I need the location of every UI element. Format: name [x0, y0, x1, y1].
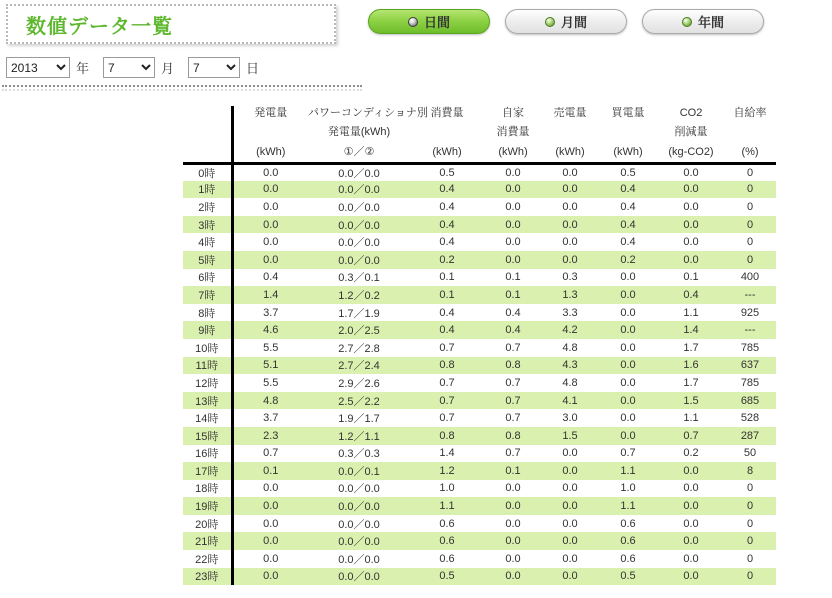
cell-co2-reduction: 0.7	[683, 429, 699, 442]
cell-self-consumption: 0.7	[505, 412, 521, 425]
section-divider	[2, 85, 362, 91]
cell-sold: 0.0	[562, 166, 578, 179]
cell-consumption: 0.7	[439, 376, 455, 389]
cell-sold: 4.2	[562, 324, 578, 337]
column-header-self-consumption	[484, 106, 542, 163]
table-row	[183, 198, 776, 216]
cell-generation: 0.4	[263, 271, 279, 284]
cell-bought: 0.6	[620, 517, 636, 530]
hour-label: 20時	[183, 515, 232, 533]
cell-sold: 0.0	[562, 253, 578, 266]
cell-consumption: 0.5	[439, 166, 455, 179]
table-row	[183, 462, 776, 480]
cell-bought: 0.0	[620, 306, 636, 319]
cell-co2-reduction: 0.0	[683, 218, 699, 231]
cell-sold: 0.0	[562, 183, 578, 196]
cell-co2-reduction: 0.1	[683, 271, 699, 284]
cell-sold: 4.1	[562, 394, 578, 407]
cell-sold: 0.0	[562, 218, 578, 231]
cell-self-consumption: 0.7	[505, 341, 521, 354]
cell-consumption: 0.8	[439, 429, 455, 442]
cell-pcs-generation: 0.0／0.0	[338, 184, 380, 197]
cell-pcs-generation: 0.0／0.0	[338, 536, 380, 549]
cell-bought: 0.2	[620, 253, 636, 266]
cell-bought: 0.7	[620, 447, 636, 460]
cell-pcs-generation: 0.3／0.3	[338, 448, 380, 461]
cell-generation: 0.7	[263, 447, 279, 460]
cell-co2-reduction: 1.1	[683, 412, 699, 425]
cell-pcs-generation: 0.0／0.0	[338, 219, 380, 232]
column-header-text: ①／②	[343, 145, 375, 158]
column-header-text: (kWh)	[555, 145, 585, 158]
cell-co2-reduction: 0.2	[683, 447, 699, 460]
cell-co2-reduction: 0.0	[683, 517, 699, 530]
cell-pcs-generation: 1.9／1.7	[338, 413, 380, 426]
cell-generation: 0.0	[263, 482, 279, 495]
table-row	[183, 568, 776, 586]
cell-consumption: 0.7	[439, 394, 455, 407]
cell-consumption: 0.4	[439, 218, 455, 231]
cell-bought: 0.0	[620, 429, 636, 442]
cell-sold: 3.0	[562, 412, 578, 425]
cell-generation: 0.0	[263, 500, 279, 513]
cell-pcs-generation: 0.0／0.0	[338, 201, 380, 214]
cell-bought: 0.5	[620, 166, 636, 179]
cell-generation: 3.7	[263, 306, 279, 319]
cell-sold: 0.0	[562, 500, 578, 513]
hour-label: 5時	[183, 251, 232, 269]
page-title: 数値データ一覧	[26, 15, 173, 38]
cell-pcs-generation: 0.0／0.0	[338, 553, 380, 566]
cell-consumption: 0.4	[439, 236, 455, 249]
cell-consumption: 0.7	[439, 412, 455, 425]
column-header-text: 発電量(kWh)	[327, 126, 391, 139]
cell-generation: 0.0	[263, 166, 279, 179]
cell-bought: 1.1	[620, 500, 636, 513]
cell-self-sufficiency: 287	[740, 429, 760, 442]
cell-co2-reduction: 0.0	[683, 464, 699, 477]
column-header-text: 消費量	[496, 126, 530, 139]
cell-bought: 0.0	[620, 412, 636, 425]
cell-co2-reduction: 0.0	[683, 482, 699, 495]
hour-label: 22時	[183, 550, 232, 568]
tab-yearly[interactable]	[642, 9, 764, 34]
cell-generation: 0.0	[263, 535, 279, 548]
cell-generation: 0.0	[263, 218, 279, 231]
cell-co2-reduction: 0.0	[683, 253, 699, 266]
cell-self-consumption: 0.7	[505, 394, 521, 407]
cell-bought: 0.0	[620, 271, 636, 284]
cell-consumption: 1.2	[439, 464, 455, 477]
table-row	[183, 251, 776, 269]
table-row	[183, 480, 776, 498]
cell-self-sufficiency: 637	[740, 359, 760, 372]
column-header-co2-reduction	[658, 106, 724, 163]
hour-label: 21時	[183, 532, 232, 550]
hour-column-header	[183, 106, 232, 163]
cell-sold: 0.0	[562, 464, 578, 477]
cell-co2-reduction: 1.7	[683, 376, 699, 389]
cell-bought: 0.4	[620, 200, 636, 213]
cell-self-consumption: 0.1	[505, 288, 521, 301]
cell-bought: 1.1	[620, 464, 636, 477]
column-header-text: (kg-CO2)	[668, 145, 714, 158]
column-header-text: 発電量	[254, 107, 288, 119]
day-unit-label: 日	[246, 61, 260, 76]
column-header-text: (%)	[741, 145, 759, 158]
cell-sold: 0.0	[562, 447, 578, 460]
cell-self-sufficiency: 0	[746, 517, 754, 530]
cell-co2-reduction: 0.4	[683, 288, 699, 301]
cell-consumption: 1.0	[439, 482, 455, 495]
tab-monthly[interactable]	[505, 9, 627, 34]
cell-consumption: 0.6	[439, 552, 455, 565]
cell-co2-reduction: 1.4	[683, 324, 699, 337]
hour-label: 2時	[183, 198, 232, 216]
cell-bought: 0.0	[620, 324, 636, 337]
cell-consumption: 0.1	[439, 271, 455, 284]
cell-self-sufficiency: 0	[746, 218, 754, 231]
cell-pcs-generation: 1.7／1.9	[338, 307, 380, 320]
cell-generation: 5.5	[263, 341, 279, 354]
cell-sold: 0.0	[562, 236, 578, 249]
cell-pcs-generation: 2.0／2.5	[338, 325, 380, 338]
cell-self-sufficiency: 0	[746, 500, 754, 513]
cell-sold: 0.0	[562, 482, 578, 495]
table-row	[183, 269, 776, 287]
table-row	[183, 233, 776, 251]
hour-label: 16時	[183, 445, 232, 463]
cell-co2-reduction: 0.0	[683, 183, 699, 196]
cell-self-sufficiency: 685	[740, 394, 760, 407]
cell-self-consumption: 0.0	[505, 482, 521, 495]
cell-generation: 0.0	[263, 183, 279, 196]
cell-sold: 0.0	[562, 552, 578, 565]
column-header-consumption	[410, 106, 484, 163]
cell-pcs-generation: 0.3／0.1	[338, 272, 380, 285]
cell-consumption: 1.4	[439, 447, 455, 460]
hour-label: 0時	[183, 163, 232, 181]
radio-bullet-icon	[408, 17, 418, 27]
hour-label: 6時	[183, 269, 232, 287]
day-select[interactable]	[188, 57, 240, 78]
cell-bought: 0.6	[620, 535, 636, 548]
cell-self-consumption: 0.0	[505, 200, 521, 213]
table-row	[183, 357, 776, 375]
radio-bullet-icon	[682, 17, 692, 27]
cell-pcs-generation: 0.0／0.0	[338, 518, 380, 531]
cell-co2-reduction: 0.0	[683, 200, 699, 213]
column-header-bought	[598, 106, 658, 163]
cell-pcs-generation: 0.0／0.0	[338, 501, 380, 514]
cell-self-sufficiency: 0	[746, 552, 754, 565]
cell-co2-reduction: 1.6	[683, 359, 699, 372]
cell-sold: 3.3	[562, 306, 578, 319]
cell-bought: 1.0	[620, 482, 636, 495]
cell-sold: 4.8	[562, 341, 578, 354]
cell-consumption: 0.8	[439, 359, 455, 372]
table-row	[183, 532, 776, 550]
cell-self-sufficiency: ---	[744, 324, 756, 337]
column-header-text: 消費量	[430, 107, 464, 119]
cell-self-sufficiency: 0	[746, 570, 754, 583]
hour-label: 13時	[183, 392, 232, 410]
cell-self-consumption: 0.0	[505, 183, 521, 196]
cell-sold: 1.3	[562, 288, 578, 301]
cell-generation: 0.0	[263, 517, 279, 530]
cell-self-consumption: 0.7	[505, 376, 521, 389]
cell-sold: 0.0	[562, 517, 578, 530]
cell-pcs-generation: 2.7／2.8	[338, 342, 380, 355]
column-header-pcs-generation	[308, 106, 428, 163]
cell-co2-reduction: 1.5	[683, 394, 699, 407]
column-header-text	[542, 126, 598, 139]
column-header-text: 買電量	[611, 107, 645, 119]
cell-sold: 1.5	[562, 429, 578, 442]
page-title-box	[6, 4, 336, 44]
cell-generation: 5.1	[263, 359, 279, 372]
cell-bought: 0.0	[620, 359, 636, 372]
cell-generation: 4.8	[263, 394, 279, 407]
cell-self-consumption: 0.0	[505, 236, 521, 249]
cell-pcs-generation: 1.2／1.1	[338, 430, 380, 443]
cell-self-sufficiency: 0	[746, 482, 754, 495]
table-row	[183, 427, 776, 445]
cell-self-sufficiency: 0	[746, 236, 754, 249]
cell-co2-reduction: 0.0	[683, 500, 699, 513]
cell-self-consumption: 0.0	[505, 500, 521, 513]
month-unit-label: 月	[161, 61, 175, 76]
cell-sold: 4.8	[562, 376, 578, 389]
cell-self-sufficiency: 0	[746, 200, 754, 213]
cell-self-sufficiency: 785	[740, 341, 760, 354]
hour-label: 3時	[183, 216, 232, 234]
cell-self-consumption: 0.7	[505, 447, 521, 460]
cell-generation: 5.5	[263, 376, 279, 389]
column-header-sold	[542, 106, 598, 163]
cell-bought: 0.6	[620, 552, 636, 565]
cell-consumption: 0.5	[439, 570, 455, 583]
cell-co2-reduction: 0.0	[683, 570, 699, 583]
cell-self-consumption: 0.4	[505, 306, 521, 319]
cell-consumption: 1.1	[439, 500, 455, 513]
cell-co2-reduction: 1.1	[683, 306, 699, 319]
period-tabs	[368, 9, 764, 34]
cell-self-consumption: 0.1	[505, 271, 521, 284]
cell-sold: 0.0	[562, 535, 578, 548]
cell-pcs-generation: 0.0／0.0	[338, 167, 380, 180]
hour-label: 8時	[183, 304, 232, 322]
table-row	[183, 286, 776, 304]
column-header-text: (kWh)	[613, 145, 643, 158]
radio-bullet-icon	[545, 17, 555, 27]
cell-pcs-generation: 0.0／0.1	[338, 465, 380, 478]
hour-label: 1時	[183, 181, 232, 199]
cell-pcs-generation: 0.0／0.0	[338, 483, 380, 496]
cell-consumption: 0.4	[439, 324, 455, 337]
cell-self-consumption: 0.0	[505, 552, 521, 565]
cell-bought: 0.4	[620, 218, 636, 231]
cell-self-sufficiency: 0	[746, 183, 754, 196]
cell-generation: 0.0	[263, 570, 279, 583]
column-header-text: (kWh)	[498, 145, 528, 158]
cell-generation: 0.1	[263, 464, 279, 477]
cell-bought: 0.0	[620, 394, 636, 407]
hour-label: 14時	[183, 409, 232, 427]
column-header-text	[598, 126, 658, 139]
table-row	[183, 163, 776, 181]
table-row	[183, 392, 776, 410]
cell-generation: 3.7	[263, 412, 279, 425]
cell-bought: 0.5	[620, 570, 636, 583]
cell-pcs-generation: 0.0／0.0	[338, 254, 380, 267]
column-header-text: 売電量	[553, 107, 587, 119]
cell-self-sufficiency: 8	[746, 464, 754, 477]
cell-consumption: 0.6	[439, 517, 455, 530]
cell-sold: 4.3	[562, 359, 578, 372]
cell-generation: 2.3	[263, 429, 279, 442]
cell-self-consumption: 0.4	[505, 324, 521, 337]
column-header-text	[234, 126, 309, 139]
cell-bought: 0.0	[620, 341, 636, 354]
cell-pcs-generation: 2.9／2.6	[338, 377, 380, 390]
cell-generation: 0.0	[263, 200, 279, 213]
hour-label: 7時	[183, 286, 232, 304]
cell-consumption: 0.4	[439, 200, 455, 213]
cell-self-sufficiency: 50	[743, 447, 757, 460]
column-header-text: パワーコンディショナ別	[308, 107, 428, 119]
cell-self-consumption: 0.0	[505, 517, 521, 530]
column-header-self-sufficiency	[724, 106, 776, 163]
cell-consumption: 0.2	[439, 253, 455, 266]
cell-generation: 4.6	[263, 324, 279, 337]
table-row	[183, 445, 776, 463]
hour-label: 12時	[183, 374, 232, 392]
cell-sold: 0.0	[562, 570, 578, 583]
column-header-text: (kWh)	[432, 145, 462, 158]
cell-sold: 0.0	[562, 200, 578, 213]
cell-consumption: 0.4	[439, 183, 455, 196]
hour-label: 17時	[183, 462, 232, 480]
cell-pcs-generation: 0.0／0.0	[338, 571, 380, 584]
cell-consumption: 0.4	[439, 306, 455, 319]
cell-bought: 0.4	[620, 236, 636, 249]
cell-self-sufficiency: 400	[740, 271, 760, 284]
cell-self-consumption: 0.0	[505, 166, 521, 179]
table-row	[183, 339, 776, 357]
column-header-text: 削減量	[674, 126, 708, 139]
cell-co2-reduction: 0.0	[683, 236, 699, 249]
column-header-text	[724, 126, 776, 139]
cell-consumption: 0.6	[439, 535, 455, 548]
column-header-text: 自給率	[733, 107, 767, 119]
cell-self-sufficiency: 0	[746, 253, 754, 266]
cell-self-sufficiency: 785	[740, 376, 760, 389]
cell-generation: 0.0	[263, 552, 279, 565]
table-row	[183, 409, 776, 427]
hourly-data-table	[183, 106, 776, 585]
cell-self-sufficiency: 0	[746, 166, 754, 179]
year-unit-label: 年	[76, 61, 90, 76]
cell-self-sufficiency: 0	[746, 535, 754, 548]
table-row	[183, 550, 776, 568]
cell-self-consumption: 0.8	[505, 359, 521, 372]
table-row	[183, 181, 776, 199]
hour-label: 9時	[183, 321, 232, 339]
cell-generation: 0.0	[263, 253, 279, 266]
tab-yearly-label: 年間	[697, 15, 724, 30]
hour-label: 4時	[183, 233, 232, 251]
tab-daily-label: 日間	[423, 15, 450, 30]
table-row	[183, 321, 776, 339]
cell-bought: 0.0	[620, 288, 636, 301]
year-select[interactable]	[6, 57, 70, 78]
cell-pcs-generation: 2.7／2.4	[338, 360, 380, 373]
column-header-text	[410, 126, 484, 139]
table-header-row	[183, 106, 776, 163]
cell-self-sufficiency: ---	[744, 288, 756, 301]
cell-co2-reduction: 1.7	[683, 341, 699, 354]
cell-self-sufficiency: 925	[740, 306, 760, 319]
hour-label: 18時	[183, 480, 232, 498]
tab-monthly-label: 月間	[560, 15, 587, 30]
hour-label: 15時	[183, 427, 232, 445]
hour-label: 10時	[183, 339, 232, 357]
cell-pcs-generation: 2.5／2.2	[338, 395, 380, 408]
table-row	[183, 497, 776, 515]
cell-generation: 0.0	[263, 236, 279, 249]
tab-daily[interactable]	[368, 9, 490, 34]
cell-self-consumption: 0.8	[505, 429, 521, 442]
cell-self-consumption: 0.0	[505, 253, 521, 266]
cell-co2-reduction: 0.0	[683, 552, 699, 565]
month-select[interactable]	[103, 57, 155, 78]
cell-pcs-generation: 0.0／0.0	[338, 237, 380, 250]
column-header-text: CO2	[679, 107, 703, 119]
column-header-text: 自家	[502, 107, 524, 119]
date-selector	[6, 57, 267, 78]
cell-self-sufficiency: 528	[740, 412, 760, 425]
cell-consumption: 0.1	[439, 288, 455, 301]
column-header-text: (kWh)	[256, 145, 286, 158]
cell-pcs-generation: 1.2／0.2	[338, 289, 380, 302]
table-row	[183, 374, 776, 392]
cell-bought: 0.4	[620, 183, 636, 196]
table-row	[183, 515, 776, 533]
table-row	[183, 216, 776, 234]
cell-sold: 0.3	[562, 271, 578, 284]
hour-label: 11時	[183, 357, 232, 375]
hour-label: 23時	[183, 568, 232, 586]
cell-bought: 0.0	[620, 376, 636, 389]
cell-generation: 1.4	[263, 288, 279, 301]
cell-self-consumption: 0.0	[505, 535, 521, 548]
column-header-generation	[232, 106, 308, 163]
cell-self-consumption: 0.0	[505, 570, 521, 583]
cell-co2-reduction: 0.0	[683, 535, 699, 548]
cell-self-consumption: 0.1	[505, 464, 521, 477]
table-row	[183, 304, 776, 322]
hour-label: 19時	[183, 497, 232, 515]
cell-consumption: 0.7	[439, 341, 455, 354]
cell-self-consumption: 0.0	[505, 218, 521, 231]
cell-co2-reduction: 0.0	[683, 166, 699, 179]
